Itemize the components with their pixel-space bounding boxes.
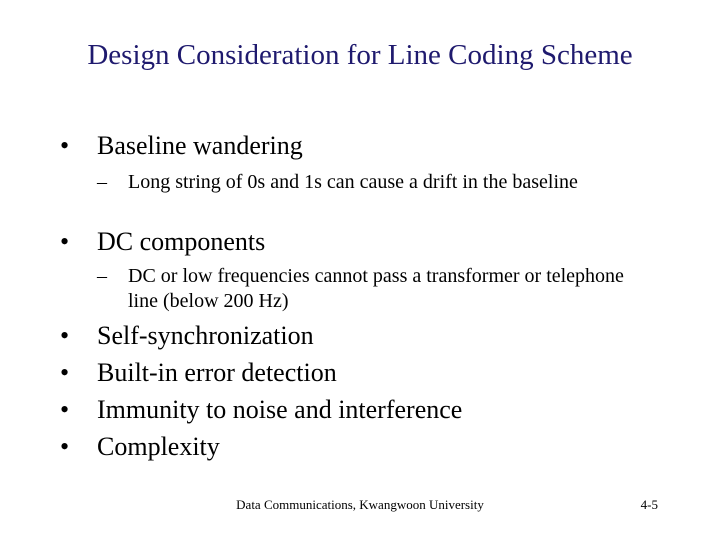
- slide-title: Design Consideration for Line Coding Scheme: [87, 39, 633, 71]
- page-number: 4-5: [640, 497, 658, 512]
- bullet-icon: •: [60, 227, 70, 256]
- bullet-text: DC components: [97, 227, 266, 256]
- sub-item-dc-frequencies: [97, 264, 657, 314]
- sub-item-text: Long string of 0s and 1s can cause a drift in the baseline: [128, 171, 578, 193]
- bullet-text: Self-synchronization: [97, 321, 314, 350]
- bullet-text: Built-in error detection: [97, 358, 337, 387]
- dash-icon: –: [97, 265, 107, 287]
- bullet-icon: •: [60, 321, 70, 350]
- bullet-text: Complexity: [97, 432, 220, 461]
- bullet-icon: •: [60, 395, 70, 424]
- sub-item-text: DC or low frequencies cannot pass a transformer or telephone line (below 200 Hz): [128, 265, 624, 312]
- bullet-icon: •: [60, 131, 70, 160]
- bullet-icon: •: [60, 358, 70, 387]
- dash-icon: –: [97, 171, 107, 193]
- bullet-text: Baseline wandering: [97, 131, 303, 160]
- bullet-icon: •: [60, 432, 70, 461]
- sub-item-baseline-drift: [97, 170, 657, 195]
- bullet-text: Immunity to noise and interference: [97, 395, 463, 424]
- slide-footer: Data Communications, Kwangwoon University: [236, 497, 484, 512]
